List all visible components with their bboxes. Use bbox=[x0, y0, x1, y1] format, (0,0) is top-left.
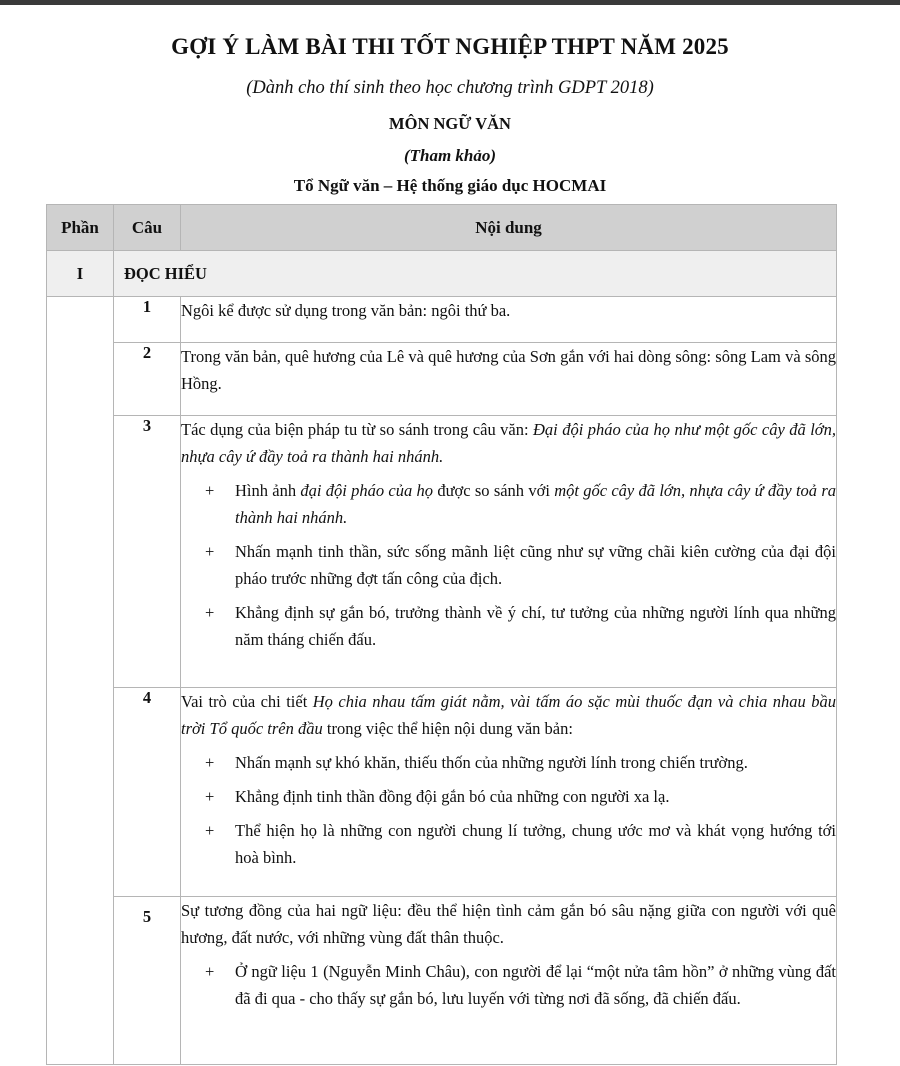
plus-bullet-icon: + bbox=[205, 753, 215, 772]
column-header-question: Câu bbox=[114, 205, 181, 251]
answer-content bbox=[181, 897, 837, 1065]
question-number: 5 bbox=[114, 897, 181, 1065]
answer-text: Sự tương đồng của hai ngữ liệu: đều thể hiện tình cảm gắn bó sâu nặng giữa con người với quê hương, đất nước, với những vùng đất thân thuộc. bbox=[181, 901, 836, 947]
answer-content bbox=[181, 343, 837, 416]
question-number: 4 bbox=[114, 688, 181, 897]
quoted-sentence: Đại đội pháo của họ như một gốc cây đã lớn, nhựa cây ứ đầy toả ra thành hai nhánh. bbox=[181, 420, 836, 466]
document-subtitle: (Dành cho thí sinh theo học chương trình GDPT 2018) bbox=[246, 78, 654, 98]
table-row bbox=[47, 688, 837, 897]
answer-text: Ngôi kể được sử dụng trong văn bản: ngôi thứ ba. bbox=[181, 301, 511, 320]
organization-label: Tổ Ngữ văn – Hệ thống giáo dục HOCMAI bbox=[293, 176, 607, 195]
bullet-item: + Khẳng định sự gắn bó, trưởng thành về ý chí, tư tưởng của những người lính qua những năm tháng chiến đấu. bbox=[181, 599, 836, 653]
subject-label: MÔN NGỮ VĂN bbox=[389, 114, 511, 133]
bullet-item: + Nhấn mạnh tinh thần, sức sống mãnh liệt cũng như sự vững chãi kiên cường của đại đội pháo trước những đợt tấn công của địch. bbox=[181, 538, 836, 592]
plus-bullet-icon: + bbox=[205, 542, 215, 561]
answer-content bbox=[181, 688, 837, 897]
top-border bbox=[0, 0, 900, 5]
answer-text: Trong văn bản, quê hương của Lê và quê hương của Sơn gắn với hai dòng sông: sông Lam và sông Hồng. bbox=[181, 347, 836, 393]
answer-table bbox=[46, 204, 837, 1065]
table-header-row bbox=[47, 205, 837, 251]
question-number: 3 bbox=[114, 416, 181, 688]
plus-bullet-icon: + bbox=[205, 821, 215, 840]
table-row bbox=[47, 416, 837, 688]
plus-bullet-icon: + bbox=[205, 481, 215, 500]
section-name: ĐỌC HIỂU bbox=[114, 251, 837, 297]
document-title: GỢI Ý LÀM BÀI THI TỐT NGHIỆP THPT NĂM 2025 bbox=[171, 34, 729, 59]
table-row bbox=[47, 297, 837, 343]
answer-text: Vai trò của chi tiết Họ chia nhau tấm giát nằm, vài tấm áo sặc mùi thuốc đạn và chia nhau bầu trời Tổ quốc trên đầu trong việc thể hiện nội dung văn bản: bbox=[181, 692, 836, 738]
bullet-item: + Hình ảnh đại đội pháo của họ được so sánh với một gốc cây đã lớn, nhựa cây ứ đầy toả ra thành hai nhánh. bbox=[181, 477, 836, 531]
answer-content bbox=[181, 297, 837, 343]
bullet-item: + Thể hiện họ là những con người chung lí tưởng, chung ước mơ và khát vọng hướng tới hoà bình. bbox=[181, 817, 836, 871]
answer-text bbox=[181, 416, 836, 470]
table-row bbox=[47, 343, 837, 416]
bullet-item: + Nhấn mạnh sự khó khăn, thiếu thốn của những người lính trong chiến trường. bbox=[181, 749, 836, 776]
column-header-part: Phần bbox=[47, 205, 114, 251]
column-header-content: Nội dung bbox=[181, 205, 837, 251]
answer-content bbox=[181, 416, 837, 688]
section-number: I bbox=[47, 251, 114, 297]
question-number: 1 bbox=[114, 297, 181, 343]
question-number: 2 bbox=[114, 343, 181, 416]
table-row bbox=[47, 897, 837, 1065]
bullet-item: + Khẳng định tinh thần đồng đội gắn bó của những con người xa lạ. bbox=[181, 783, 836, 810]
quoted-detail: Họ chia nhau tấm giát nằm, vài tấm áo sặc mùi thuốc đạn và chia nhau bầu trời Tổ quốc trên đầu bbox=[181, 692, 836, 738]
plus-bullet-icon: + bbox=[205, 787, 215, 806]
bullet-item: + Ở ngữ liệu 1 (Nguyễn Minh Châu), con người để lại “một nửa tâm hồn” ở những vùng đất đã đi qua - cho thấy sự gắn bó, lưu luyến với từng nơi đã sống, đã chiến đấu. bbox=[181, 958, 836, 1012]
plus-bullet-icon: + bbox=[205, 962, 215, 981]
section-row bbox=[47, 251, 837, 297]
reference-label: (Tham khảo) bbox=[403, 146, 497, 165]
answer-text-lead: Tác dụng của biện pháp tu từ so sánh trong câu văn: bbox=[181, 420, 534, 439]
plus-bullet-icon: + bbox=[205, 603, 215, 622]
part-cell-empty bbox=[47, 297, 114, 1065]
